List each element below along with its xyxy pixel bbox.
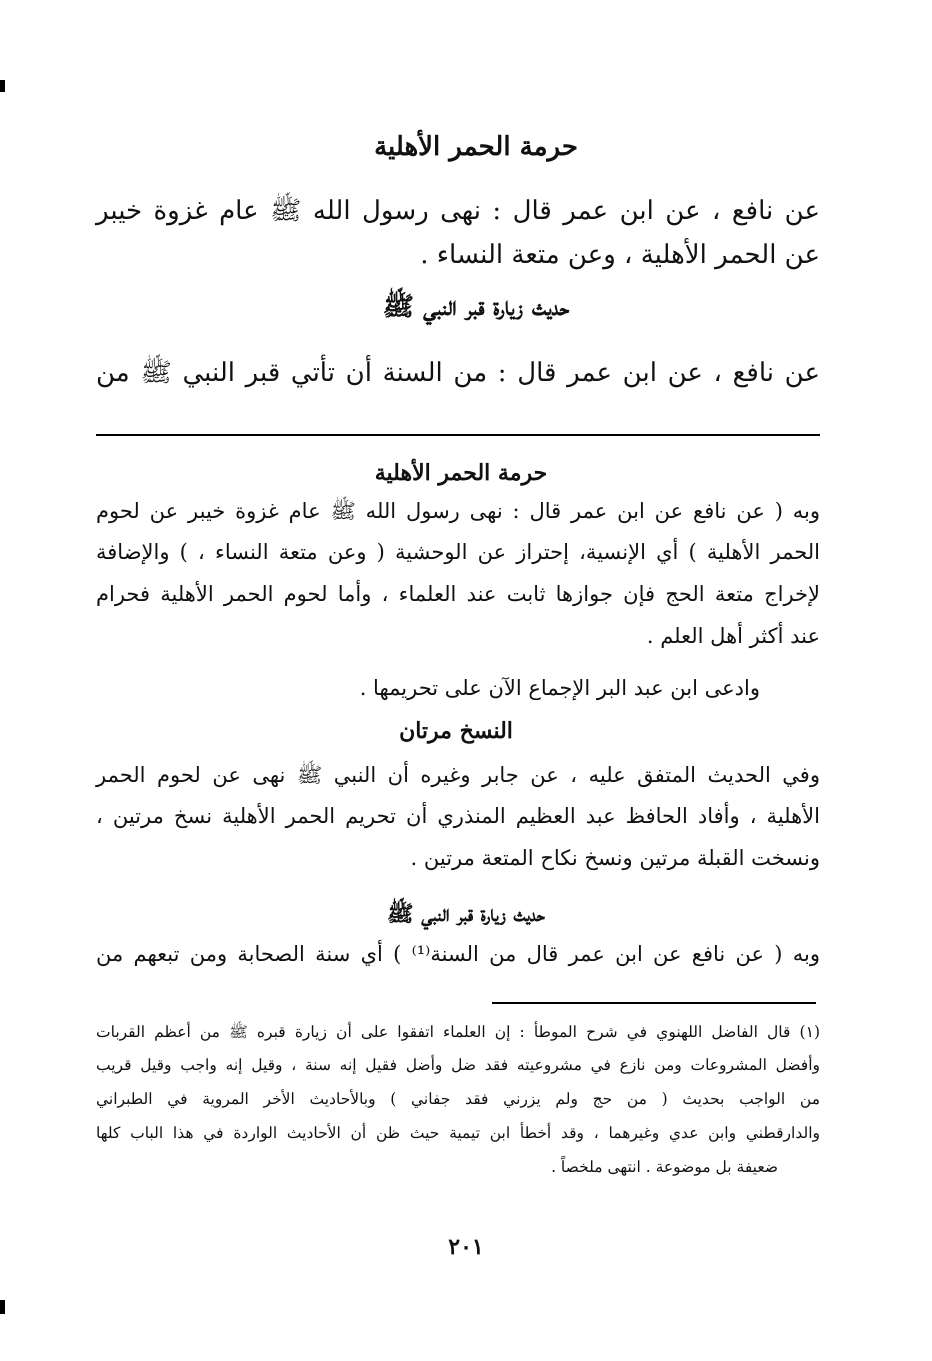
para-3-line-3: ونسخت القبلة مرتين ونسخ نكاح المتعة مرتين . (410, 846, 820, 870)
hadith-1-line-1: عن نافع ، عن ابن عمر قال : نهى رسول الله ﷺ عام غزوة خيبر (96, 196, 820, 226)
para-1-line-3: لإخراج متعة الحج فإن جوازها ثابت عند العلماء ، وأما لحوم الحمر الأهلية فحرام (96, 582, 820, 606)
commentary-para-4 (96, 942, 820, 978)
footnote-line-3: من الواجب بحديث ( من حج ولم يزرني فقد جفاني ) وبالأحاديث الأخر المروية في الطبراني (96, 1090, 820, 1108)
commentary-para-3 (96, 762, 820, 882)
commentary-heading-3: حديث زيارة قبر النبي ﷺ (386, 901, 546, 927)
para-4-line-1: وبه ( عن نافع عن ابن عمر قال من السنة⁽¹⁾ ) أي سنة الصحابة ومن تبعهم من (96, 942, 821, 966)
main-heading-1: حرمة الحمر الأهلية (374, 132, 578, 162)
commentary-para-1 (96, 498, 820, 668)
para-1-line-2: الحمر الأهلية ) أي الإنسية، إحتراز عن الوحشية ( وعن متعة النساء ، ) والإضافة (96, 540, 820, 564)
hadith-1-line-2: عن الحمر الأهلية ، وعن متعة النساء . (420, 240, 820, 270)
para-3-line-1: وفي الحديث المتفق عليه ، عن جابر وغيره أن النبي ﷺ نهى عن لحوم الحمر (96, 763, 820, 787)
commentary-para-2 (96, 676, 820, 710)
commentary-heading-2: النسخ مرتان (399, 718, 513, 744)
scan-mark-bottom (0, 1300, 5, 1314)
main-hadith-2 (96, 356, 820, 400)
commentary-heading-1: حرمة الحمر الأهلية (374, 460, 548, 486)
main-hadith-1 (96, 194, 820, 284)
page-number: ٢٠١ (448, 1234, 484, 1260)
footnote (96, 1022, 820, 1192)
para-1-line-4: عند أكثر أهل العلم . (646, 624, 820, 648)
para-1-line-1: وبه ( عن نافع عن ابن عمر قال : نهى رسول الله ﷺ عام غزوة خيبر عن لحوم (96, 499, 820, 523)
footnote-line-1: (١) قال الفاضل اللهنوي في شرح الموطأ : إن العلماء اتفقوا على أن زيارة قبره ﷺ من أعظم القربات (96, 1023, 820, 1041)
scan-mark-top (0, 80, 5, 92)
para-2-line-1: وادعى ابن عبد البر الإجماع الآن على تحريمها . (359, 676, 760, 700)
footnote-separator-rule (492, 1002, 816, 1004)
main-separator-rule (96, 434, 820, 436)
hadith-2-line-1: عن نافع ، عن ابن عمر قال : من السنة أن تأتي قبر النبي ﷺ من (96, 358, 820, 388)
main-heading-2: حديث زيارة قبر النبي ﷺ (382, 292, 570, 322)
footnote-line-5: ضعيفة بل موضوعة . انتهى ملخصاً . (551, 1158, 778, 1176)
footnote-line-4: والدارقطني وابن عدي وغيرهما ، وقد أخطأ ابن تيمية حيث ظن أن الأحاديث الواردة في هذا الباب كلها (96, 1124, 820, 1142)
para-3-line-2: الأهلية ، وأفاد الحافظ عبد العظيم المنذري أن تحريم الحمر الأهلية نسخ مرتين ، (96, 804, 820, 828)
footnote-line-2: وأفضل المشروعات ومن نازع في مشروعيته فقد ضل وأضل فقيل إنه سنة ، وقيل إنه واجب وقيل قريب (96, 1056, 820, 1074)
